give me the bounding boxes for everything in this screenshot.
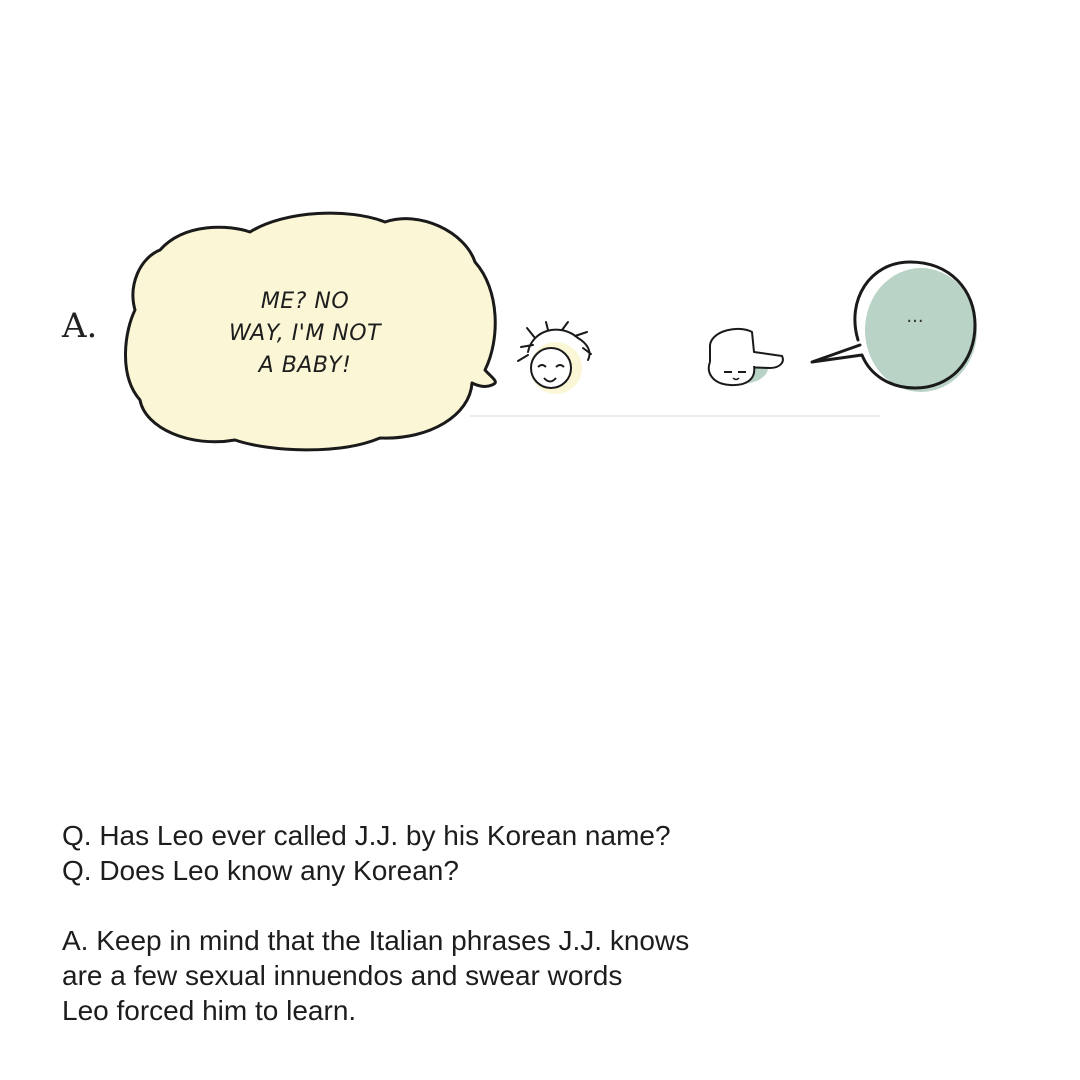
- answer-line: are a few sexual innuendos and swear words: [62, 960, 623, 991]
- jj-chibi-icon: [709, 329, 783, 385]
- qa-block: [62, 818, 962, 1028]
- answer-prefix: A.: [62, 306, 98, 346]
- question-2: Q. Does Leo know any Korean?: [62, 855, 459, 886]
- speech-line: ME? NO: [260, 289, 350, 314]
- leo-chibi-icon: [518, 322, 591, 394]
- speech-line: WAY, I'M NOT: [228, 321, 382, 346]
- reply-bubble: [812, 262, 977, 392]
- answer-line: Leo forced him to learn.: [62, 995, 357, 1026]
- reply-bubble-text: ...: [906, 306, 924, 327]
- spacer: [62, 888, 962, 923]
- speech-bubble-text: [200, 286, 410, 382]
- answer-line: A. Keep in mind that the Italian phrases J.J. knows: [62, 925, 690, 956]
- question-1: Q. Has Leo ever called J.J. by his Korean name?: [62, 820, 671, 851]
- speech-line: A BABY!: [258, 353, 352, 378]
